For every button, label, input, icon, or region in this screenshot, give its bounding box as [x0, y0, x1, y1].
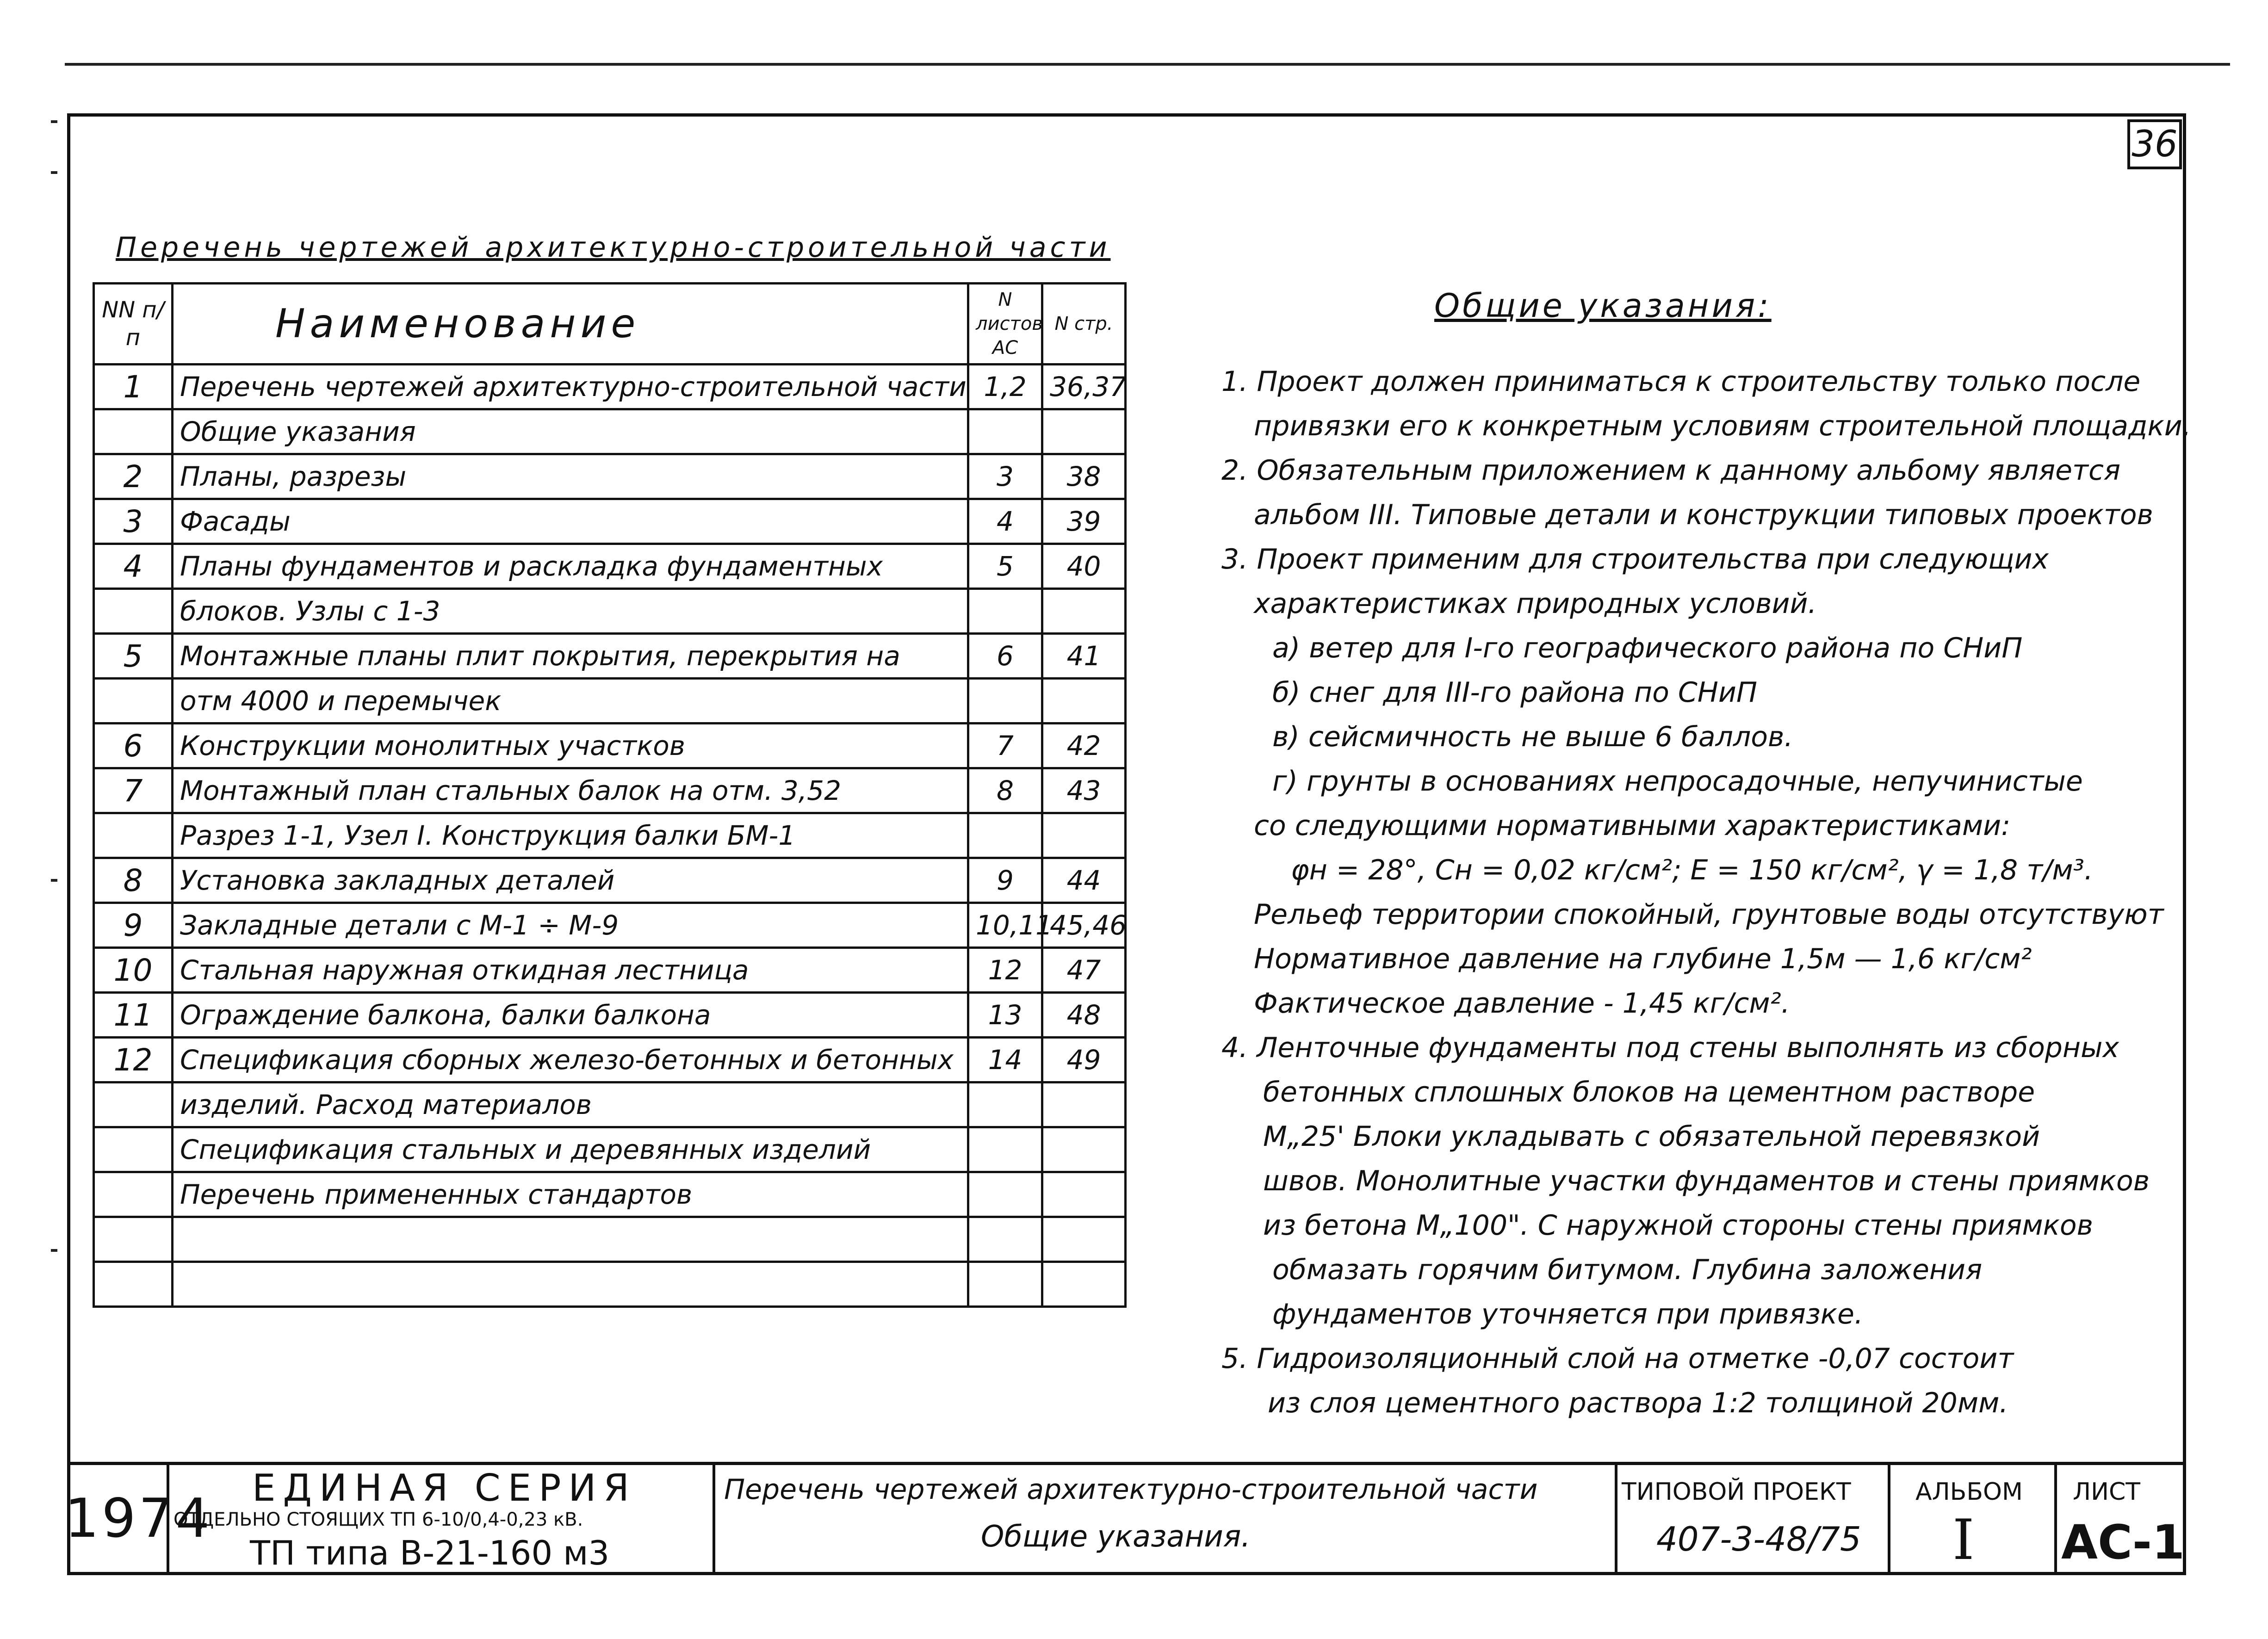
table-row [94, 813, 1126, 858]
table-row [94, 365, 1126, 409]
row-sheet [968, 1262, 1042, 1307]
row-name: Спецификация стальных и деревянных изделий [173, 1127, 968, 1172]
note-line: бетонных сплошных блоков на цементном растворе [1263, 1076, 2035, 1108]
sheet-number: 36 [2127, 119, 2182, 169]
row-page: 36,37 [1042, 365, 1126, 409]
table-row [94, 903, 1126, 948]
series-type: ТП типа В-21-160 м3 [250, 1534, 610, 1572]
series-subtitle: ОТДЕЛЬНО СТОЯЩИХ ТП 6-10/0,4-0,23 кВ. [174, 1509, 583, 1530]
row-number: 9 [94, 903, 173, 948]
row-number: 11 [94, 993, 173, 1038]
table-row [94, 1127, 1126, 1172]
row-page: 41 [1042, 634, 1126, 679]
project-number: 407-3-48/75 [1656, 1520, 1861, 1559]
note-line: М„25' Блоки укладывать с обязательной перевязкой [1263, 1120, 2040, 1153]
note-line: 3. Проект применим для строительства при следующих [1221, 543, 2049, 575]
table-row [94, 1038, 1126, 1082]
row-page [1042, 1262, 1126, 1307]
note-line: обмазать горячим битумом. Глубина заложения [1272, 1254, 1983, 1286]
album-label: АЛЬБОМ [1915, 1478, 2023, 1506]
row-name: Общие указания [173, 409, 968, 454]
row-sheet: 6 [968, 634, 1042, 679]
row-name [173, 1217, 968, 1262]
row-number: 6 [94, 724, 173, 768]
row-name: блоков. Узлы с 1-3 [173, 589, 968, 634]
project-label: ТИПОВОЙ ПРОЕКТ [1622, 1478, 1851, 1506]
top-border-line [65, 63, 2230, 66]
row-number [94, 1262, 173, 1307]
row-name: изделий. Расход материалов [173, 1082, 968, 1127]
note-line: 4. Ленточные фундаменты под стены выполнять из сборных [1221, 1032, 2119, 1064]
row-number [94, 813, 173, 858]
note-line: 2. Обязательным приложением к данному альбому является [1221, 454, 2121, 487]
row-page: 39 [1042, 499, 1126, 544]
note-line: из бетона М„100". С наружной стороны стены приямков [1263, 1209, 2093, 1242]
table-row [94, 589, 1126, 634]
table-row [94, 768, 1126, 813]
row-sheet: 7 [968, 724, 1042, 768]
row-name: Планы фундаментов и раскладка фундаментных [173, 544, 968, 589]
header-number: NN п/п [94, 284, 173, 365]
row-name: Перечень примененных стандартов [173, 1172, 968, 1217]
album-number: I [1952, 1508, 1975, 1572]
row-page: 45,46 [1042, 903, 1126, 948]
title-block-divider [713, 1462, 715, 1575]
table-row [94, 1262, 1126, 1307]
row-page: 48 [1042, 993, 1126, 1038]
table-row [94, 679, 1126, 724]
sheet-code: АС-1 [2061, 1515, 2185, 1570]
note-line: б) снег для III-го района по СНиП [1272, 676, 1758, 709]
drawings-table [93, 282, 1127, 1308]
table-row [94, 409, 1126, 454]
drawings-list-title: Перечень чертежей архитектурно-строительной части [116, 231, 1111, 264]
table-row [94, 544, 1126, 589]
table-header-row [94, 284, 1126, 365]
row-number [94, 1082, 173, 1127]
row-name: Установка закладных деталей [173, 858, 968, 903]
row-page: 40 [1042, 544, 1126, 589]
margin-tick [51, 879, 57, 882]
title-block-divider [1888, 1462, 1890, 1575]
row-page [1042, 409, 1126, 454]
row-name: Монтажные планы плит покрытия, перекрытия на [173, 634, 968, 679]
note-line: Фактическое давление - 1,45 кг/см². [1254, 987, 1790, 1020]
row-name: Ограждение балкона, балки балкона [173, 993, 968, 1038]
row-number: 10 [94, 948, 173, 993]
row-number: 8 [94, 858, 173, 903]
row-number: 2 [94, 454, 173, 499]
row-name: Разрез 1-1, Узел I. Конструкция балки БМ-1 [173, 813, 968, 858]
row-page: 43 [1042, 768, 1126, 813]
row-sheet: 9 [968, 858, 1042, 903]
row-number [94, 1172, 173, 1217]
row-sheet: 3 [968, 454, 1042, 499]
note-line: в) сейсмичность не выше 6 баллов. [1272, 721, 1793, 753]
note-line: 5. Гидроизоляционный слой на отметке -0,07 состоит [1221, 1342, 2014, 1375]
row-sheet [968, 1127, 1042, 1172]
table-row [94, 1217, 1126, 1262]
row-sheet [968, 813, 1042, 858]
row-sheet [968, 409, 1042, 454]
series-title: ЕДИНАЯ СЕРИЯ [252, 1466, 637, 1509]
row-page [1042, 1172, 1126, 1217]
note-line: швов. Монолитные участки фундаментов и стены приямков [1263, 1165, 2150, 1197]
row-sheet [968, 589, 1042, 634]
header-page: N стр. [1042, 284, 1126, 365]
row-sheet: 5 [968, 544, 1042, 589]
row-page: 42 [1042, 724, 1126, 768]
row-number [94, 679, 173, 724]
year: 1974 [65, 1487, 213, 1550]
row-page: 44 [1042, 858, 1126, 903]
note-line: из слоя цементного раствора 1:2 толщиной 20мм. [1268, 1387, 2008, 1419]
row-number [94, 1217, 173, 1262]
row-number: 3 [94, 499, 173, 544]
row-name: Фасады [173, 499, 968, 544]
row-page [1042, 1082, 1126, 1127]
row-sheet: 12 [968, 948, 1042, 993]
row-name: Конструкции монолитных участков [173, 724, 968, 768]
table-row [94, 948, 1126, 993]
row-name [173, 1262, 968, 1307]
row-page: 38 [1042, 454, 1126, 499]
drawing-title-line-1: Перечень чертежей архитектурно-строительной части [724, 1473, 1538, 1506]
row-sheet: 1,2 [968, 365, 1042, 409]
row-page [1042, 813, 1126, 858]
row-sheet [968, 1172, 1042, 1217]
row-sheet: 8 [968, 768, 1042, 813]
row-name: Стальная наружная откидная лестница [173, 948, 968, 993]
header-name: Наименование [173, 284, 968, 365]
note-line: φн = 28°, Cн = 0,02 кг/см²; E = 150 кг/см², γ = 1,8 т/м³. [1291, 854, 2093, 886]
row-name: Монтажный план стальных балок на отм. 3,52 [173, 768, 968, 813]
row-sheet: 10,11 [968, 903, 1042, 948]
row-name: отм 4000 и перемычек [173, 679, 968, 724]
note-line: а) ветер для I-го географического района по СНиП [1272, 632, 2023, 664]
table-row [94, 499, 1126, 544]
note-line: Нормативное давление на глубине 1,5м — 1,6 кг/см² [1254, 943, 2032, 975]
drawing-title-line-2: Общие указания. [981, 1520, 1251, 1554]
table-row [94, 993, 1126, 1038]
row-number: 4 [94, 544, 173, 589]
row-name: Закладные детали с М-1 ÷ М-9 [173, 903, 968, 948]
row-number [94, 589, 173, 634]
margin-tick [51, 120, 57, 123]
row-name: Спецификация сборных железо-бетонных и бетонных [173, 1038, 968, 1082]
row-number: 1 [94, 365, 173, 409]
row-sheet [968, 679, 1042, 724]
general-notes-title: Общие указания: [1434, 287, 1772, 325]
table-row [94, 724, 1126, 768]
row-sheet [968, 1082, 1042, 1127]
row-sheet [968, 1217, 1042, 1262]
row-number [94, 409, 173, 454]
margin-tick [51, 171, 57, 174]
row-page: 47 [1042, 948, 1126, 993]
row-page [1042, 589, 1126, 634]
note-line: Рельеф территории спокойный, грунтовые воды отсутствуют [1254, 898, 2164, 931]
note-line: г) грунты в основаниях непросадочные, непучинистые [1272, 765, 2083, 798]
table-row [94, 858, 1126, 903]
row-name: Перечень чертежей архитектурно-строительной части [173, 365, 968, 409]
row-page [1042, 1217, 1126, 1262]
header-sheet: N листов АС [968, 284, 1042, 365]
row-sheet: 14 [968, 1038, 1042, 1082]
table-row [94, 634, 1126, 679]
note-line: 1. Проект должен приниматься к строительству только после [1221, 365, 2141, 398]
row-number: 12 [94, 1038, 173, 1082]
note-line: со следующими нормативными характеристиками: [1254, 810, 2011, 842]
table-row [94, 1172, 1126, 1217]
row-sheet: 4 [968, 499, 1042, 544]
note-line: характеристиках природных условий. [1254, 588, 1817, 620]
note-line: привязки его к конкретным условиям строительной площадки. [1254, 410, 2191, 442]
row-page [1042, 679, 1126, 724]
row-number [94, 1127, 173, 1172]
row-page [1042, 1127, 1126, 1172]
note-line: альбом III. Типовые детали и конструкции типовых проектов [1254, 499, 2153, 531]
row-number: 5 [94, 634, 173, 679]
margin-tick [51, 1249, 57, 1252]
table-row [94, 454, 1126, 499]
title-block-divider [1615, 1462, 1617, 1575]
title-block-divider [2054, 1462, 2057, 1575]
title-block-top-line [67, 1462, 2186, 1465]
row-name: Планы, разрезы [173, 454, 968, 499]
row-page: 49 [1042, 1038, 1126, 1082]
table-row [94, 1082, 1126, 1127]
row-sheet: 13 [968, 993, 1042, 1038]
row-number: 7 [94, 768, 173, 813]
sheet-label: ЛИСТ [2073, 1478, 2141, 1506]
note-line: фундаментов уточняется при привязке. [1272, 1298, 1864, 1330]
